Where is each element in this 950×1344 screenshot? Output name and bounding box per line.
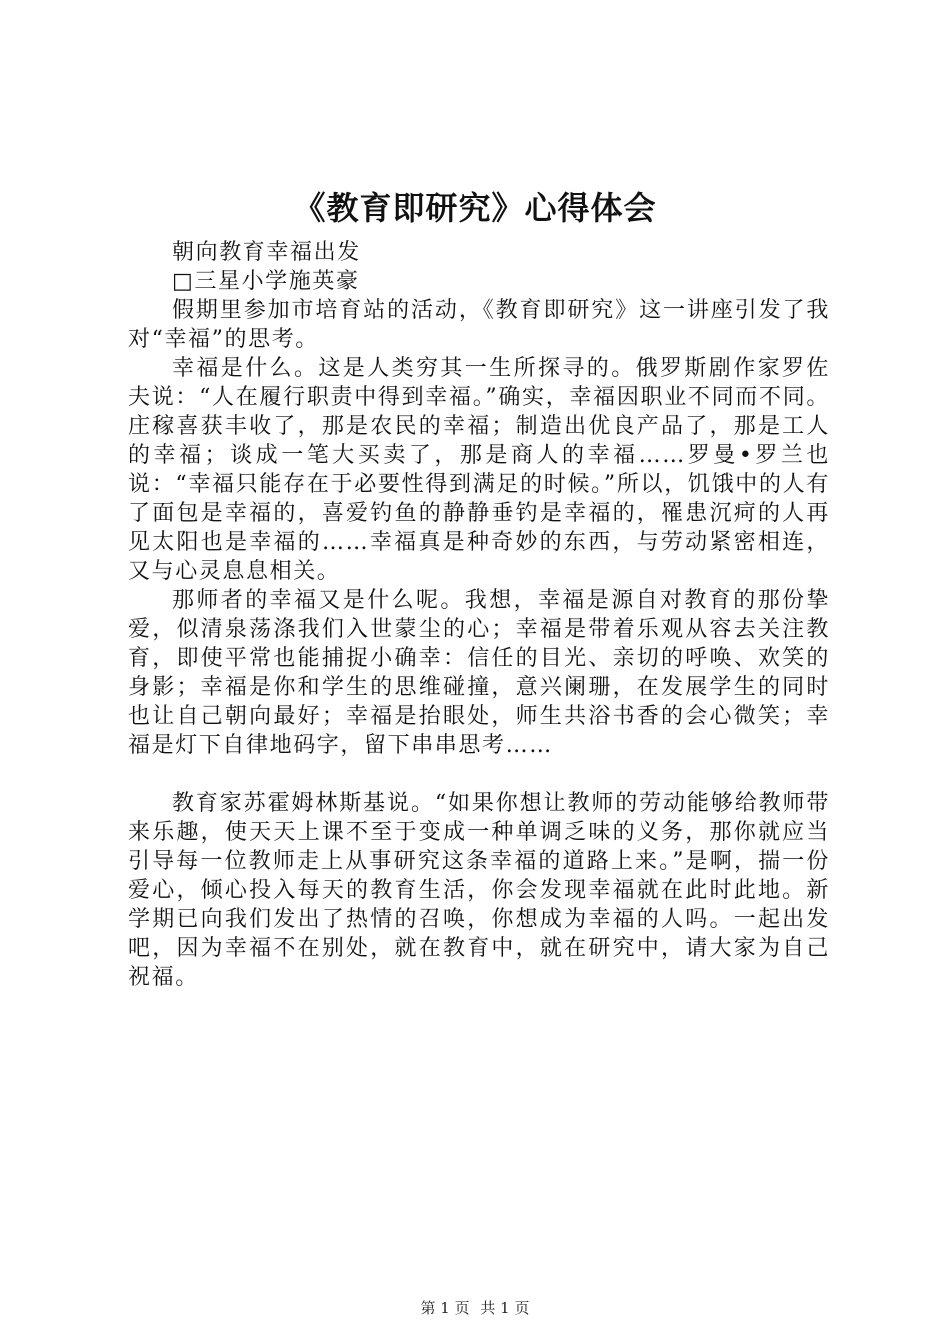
document-body	[128, 238, 830, 992]
body-paragraph: 幸福是什么。这是人类穷其一生所探寻的。俄罗斯剧作家罗佐夫说：“人在履行职责中得到幸福。”确实，幸福因职业不同而不同。庄稼喜获丰收了，那是农民的幸福；制造出优良产品了，那是工人的幸福；谈成一笔大买卖了，那是商人的幸福……罗曼•罗兰也说：“幸福只能存在于必要性得到满足的时候。”所以，饥饿中的人有了面包是幸福的，喜爱钓鱼的静静垂钓是幸福的，罹患沉疴的人再见太阳也是幸福的……幸福真是种奇妙的东西，与劳动紧密相连，又与心灵息息相关。	[128, 356, 830, 584]
page-total: 共 1 页	[480, 1299, 530, 1317]
subtitle-paragraph: 朝向教育幸福出发	[172, 240, 361, 265]
page-footer	[0, 1298, 950, 1318]
document-title: 《教育即研究》心得体会	[293, 189, 657, 227]
author-line: □三星小学施英豪	[172, 269, 360, 294]
page-number: 第 1 页	[420, 1299, 470, 1317]
body-paragraph: 那师者的幸福又是什么呢。我想，幸福是源自对教育的那份挚爱，似清泉荡涤我们入世蒙尘的心；幸福是带着乐观从容去关注教育，即使平常也能捕捉小确幸：信任的目光、亲切的呼唤、欢笑的身影；幸福是你和学生的思维碰撞，意兴阑珊，在发展学生的同时也让自己朝向最好；幸福是抬眼处，师生共浴书香的会心微笑；幸福是灯下自律地码字，留下串串思考……	[128, 588, 830, 758]
intro-paragraph: 假期里参加市培育站的活动，《教育即研究》这一讲座引发了我对“幸福”的思考。	[128, 298, 830, 352]
body-paragraph: 教育家苏霍姆林斯基说。“如果你想让教师的劳动能够给教师带来乐趣，使天天上课不至于变成一种单调乏味的义务，那你就应当引导每一位教师走上从事研究这条幸福的道路上来。”是啊，揣一份爱心，倾心投入每天的教育生活，你会发现幸福就在此时此地。新学期已向我们发出了热情的召唤，你想成为幸福的人吗。一起出发吧，因为幸福不在别处，就在教育中，就在研究中，请大家为自己祝福。	[128, 791, 830, 990]
